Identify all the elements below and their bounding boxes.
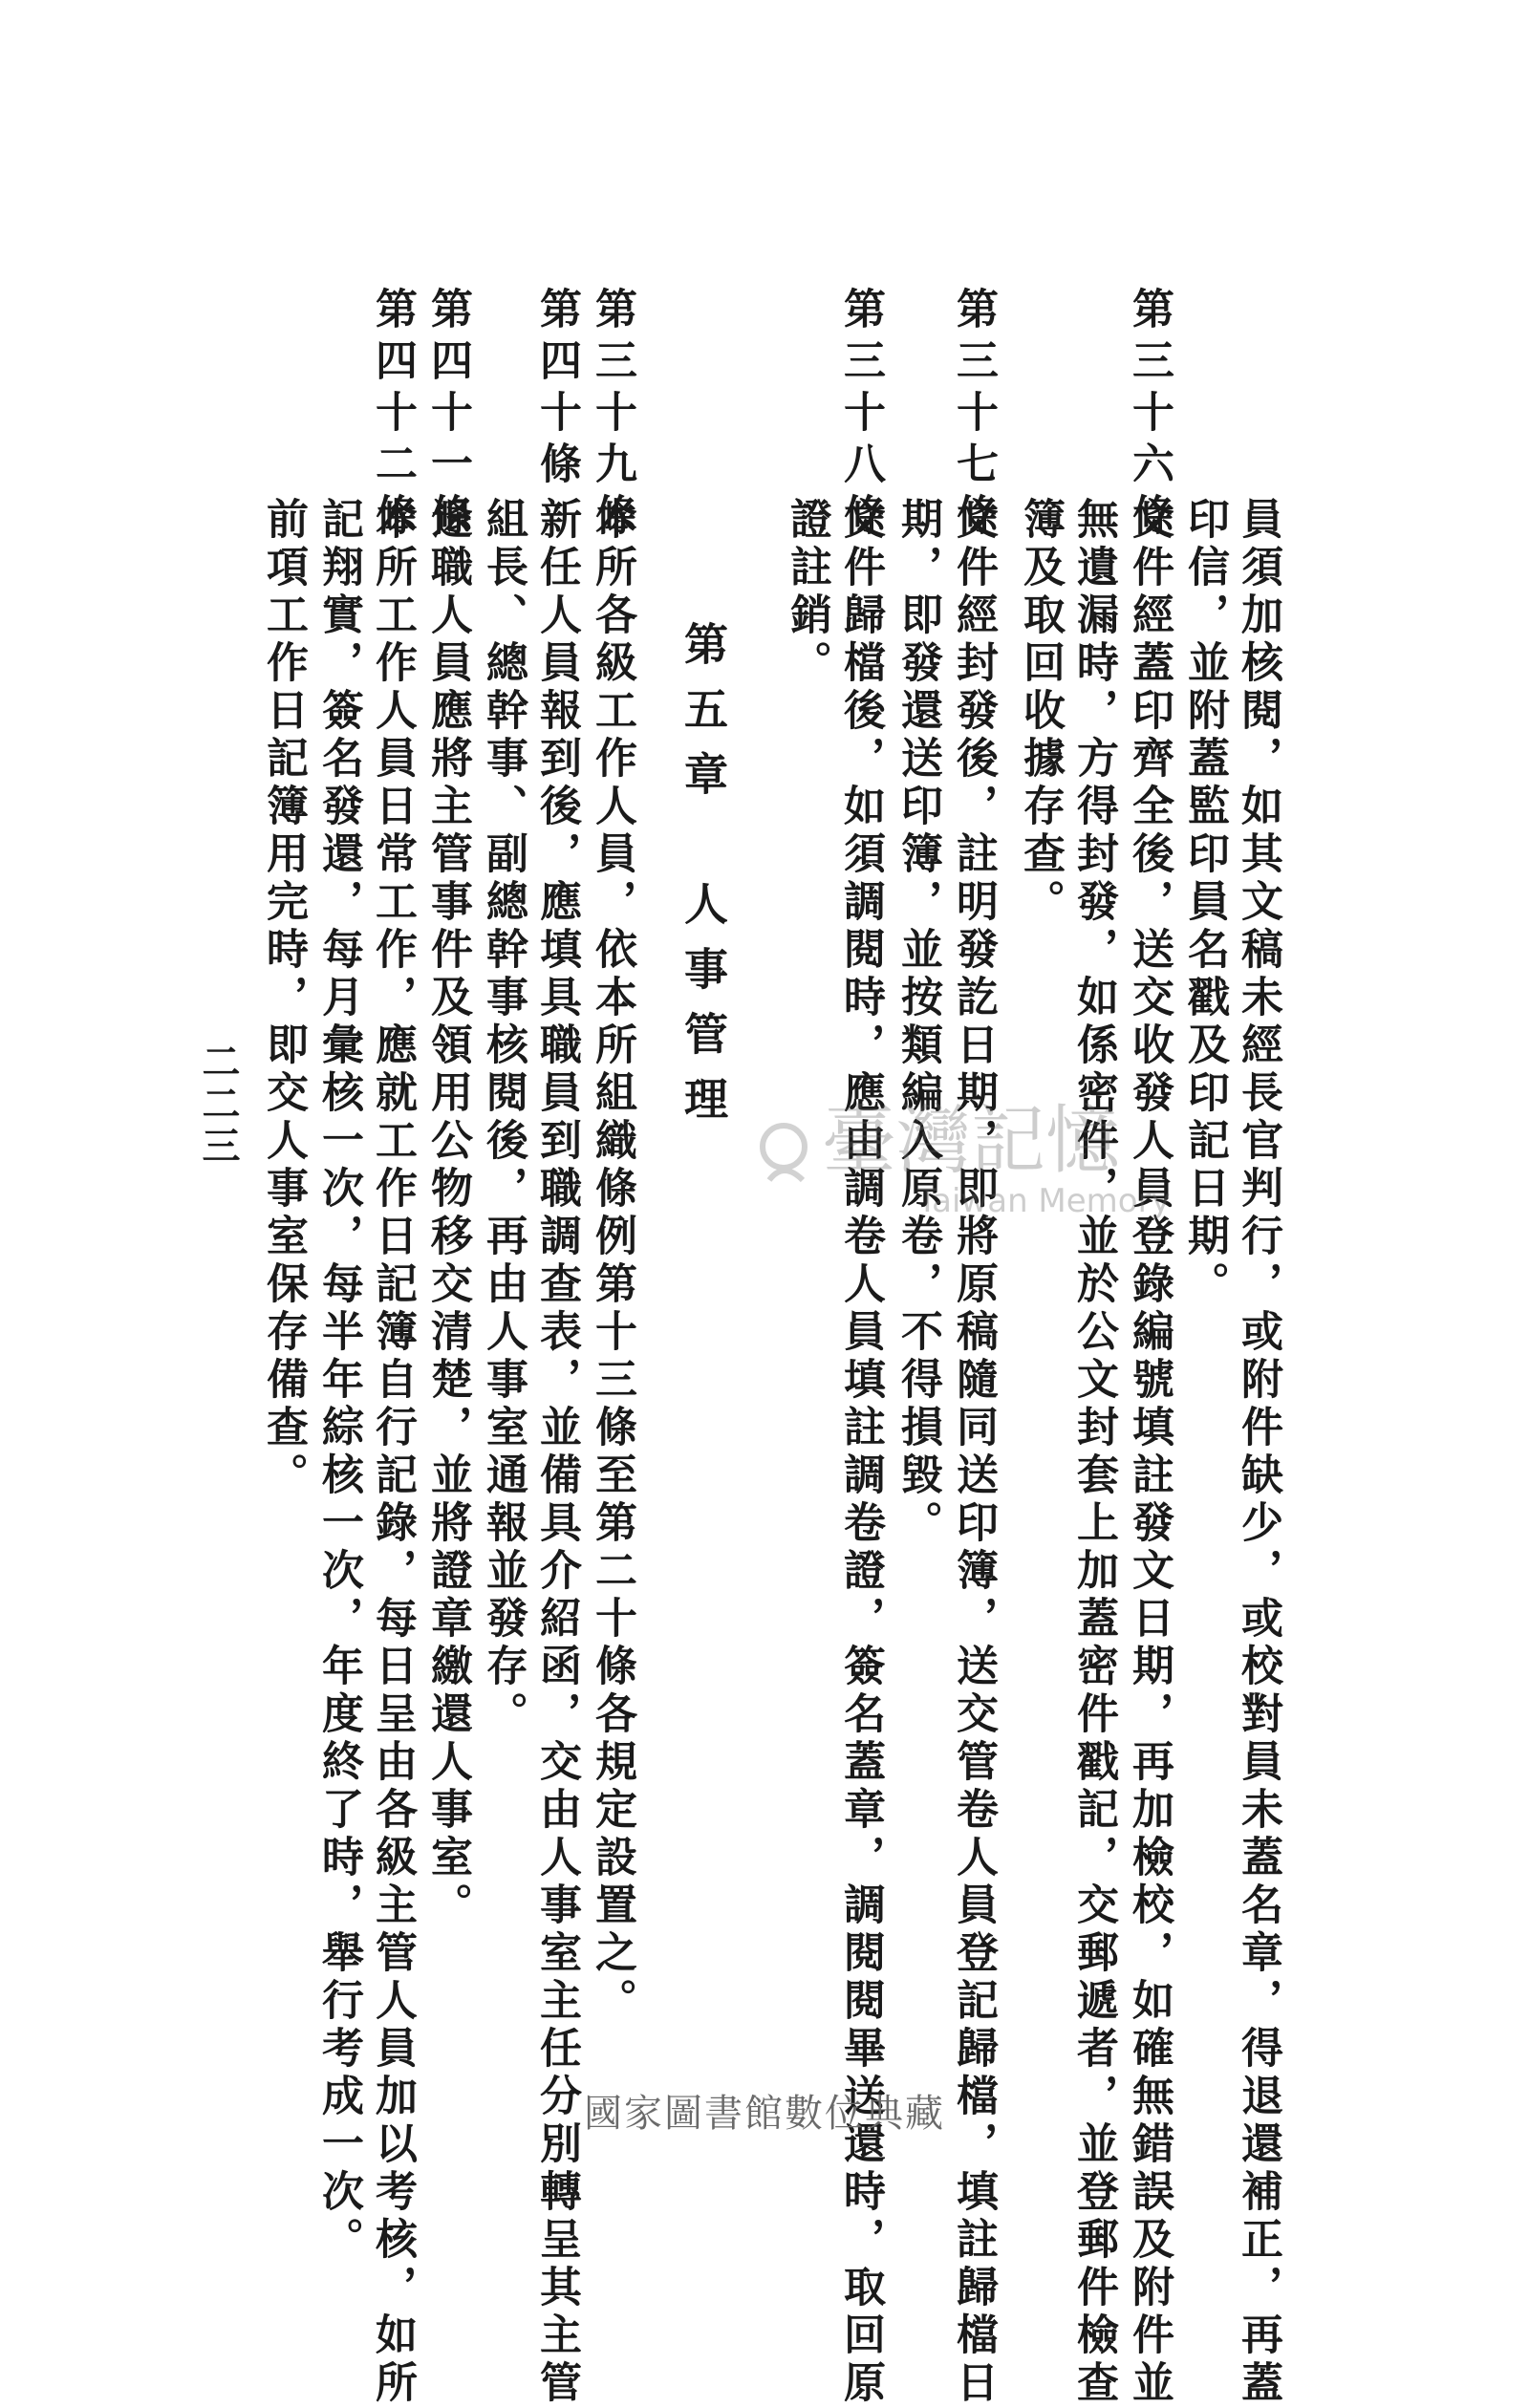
body-line: 文件歸檔後，如須調閱時，應由調卷人員填註調卷證，簽名蓋章，調閱閱畢送還時，取回原 [836,497,885,2408]
article-39-label: 第三十九條 [588,287,636,545]
body-line: 員須加核閱，如其文稿未經長官判行，或附件缺少，或校對員未蓋名章，得退還補正，再蓋 [1234,497,1282,2408]
body-line: 退職人員應將主管事件及領用公物移交清楚，並將證章繳還人事室。 [423,497,472,1930]
body-line: 期，即發還送印簿，並按類編入原卷，不得損毀。 [894,497,942,1548]
body-line: 文件經蓋印齊全後，送交收發人員登錄編號填註發文日期，再加檢校，如確無錯誤及附件並 [1125,497,1174,2408]
article-36-label: 第三十六條 [1125,287,1174,545]
body-line: 印信，並附蓋監印員名戳及印記日期。 [1180,497,1229,1309]
body-line: 簿及取回收據存查。 [1016,497,1065,927]
svg-text:臺灣記憶: 臺灣記憶 [822,1098,1121,1184]
body-line: 記翔實，簽名發還，每月彙核一次，每半年綜核一次，年度終了時，舉行考成一次。 [314,497,363,2265]
body-line: 文件經封發後，註明發訖日期，即將原稿隨同送印簿，送交管卷人員登記歸檔，填註歸檔日 [949,497,998,2408]
body-line: 組長、總幹事、副總幹事核閱後，再由人事室通報並發存。 [479,497,528,1739]
body-line: 本所各級工作人員，依本所組織條例第十三條至第二十條各規定設置之。 [588,497,636,2026]
watermark-logo-icon [745,1089,1242,1233]
page-number: 二二三 [196,1042,241,1168]
article-37-label: 第三十七條 [949,287,998,545]
body-line: 證註銷。 [783,497,831,688]
body-line: 新任人員報到後，應填具職員到職調查表，並備具介紹函，交由人事室主任分別轉呈其主管 [532,497,581,2408]
taiwan-memory-watermark [745,1089,1242,1233]
body-line: 無遺漏時，方得封發，如係密件，並於公文封套上加蓋密件戳記，交郵遞者，並登郵件檢查 [1069,497,1118,2408]
article-42-label: 第四十二條 [368,287,417,545]
article-40-label: 第四十條 [532,287,581,493]
body-line: 前項工作日記簿用完時，即交人事室保存備查。 [259,497,308,1500]
article-38-label: 第三十八條 [836,287,885,545]
body-line: 本所工作人員日常工作，應就工作日記簿自行記錄，每日呈由各級主管人員加以考核，如所 [368,497,417,2408]
svg-text:Taiwan Memory: Taiwan Memory [917,1182,1171,1220]
chapter-title: 第五章 人事管理 [678,621,729,1141]
article-41-label: 第四十一條 [423,287,472,545]
library-footer: 國家圖書館數位典藏 [584,2092,945,2136]
